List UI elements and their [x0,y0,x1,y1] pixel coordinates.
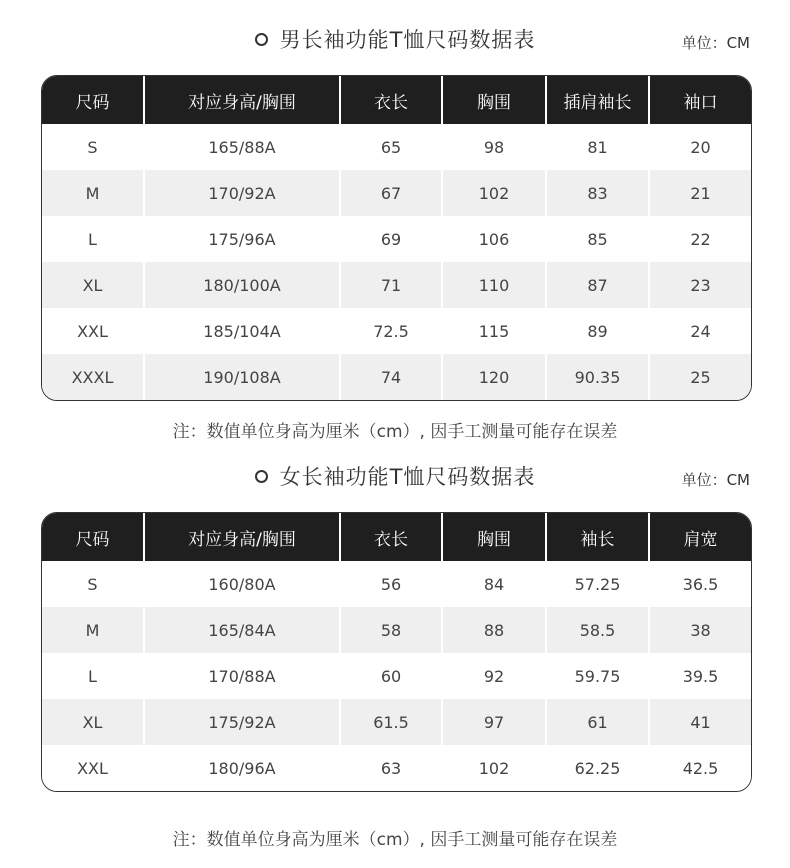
table-cell: 81 [546,124,649,170]
women-title-row [0,437,790,512]
women-table-note: 注：数值单位身高为厘米（cm）, 因手工测量可能存在误差 [172,830,618,850]
table-row [42,653,751,699]
table-header-cell: 胸围 [442,513,546,561]
table-cell: XXL [42,308,144,354]
table-cell: 61.5 [340,699,442,745]
table-cell: 38 [649,607,751,653]
table-cell: 92 [442,653,546,699]
table-cell: 87 [546,262,649,308]
men-table-note: 注：数值单位身高为厘米（cm）, 因手工测量可能存在误差 [172,422,618,442]
table-cell: 98 [442,124,546,170]
table-row [42,124,751,170]
table-cell: 42.5 [649,745,751,791]
men-size-table [41,75,752,401]
table-header-cell: 插肩袖长 [546,76,649,124]
table-cell: L [42,216,144,262]
table-cell: 71 [340,262,442,308]
table-cell: 41 [649,699,751,745]
table-cell: 89 [546,308,649,354]
table-cell: 72.5 [340,308,442,354]
table-cell: M [42,607,144,653]
table-cell: 58.5 [546,607,649,653]
table-cell: 85 [546,216,649,262]
table-cell: 160/80A [144,561,340,607]
table-cell: 57.25 [546,561,649,607]
table-header-cell: 袖口 [649,76,751,124]
table-row [42,308,751,354]
table-cell: XXXL [42,354,144,400]
table-cell: 65 [340,124,442,170]
table-header-cell: 衣长 [340,76,442,124]
table-cell: S [42,124,144,170]
table-cell: 175/92A [144,699,340,745]
table-header-cell: 尺码 [42,76,144,124]
table-cell: 56 [340,561,442,607]
circle-icon [255,470,268,483]
table-cell: 22 [649,216,751,262]
table-cell: XL [42,699,144,745]
table-cell: 69 [340,216,442,262]
table-cell: 25 [649,354,751,400]
table-header-cell: 对应身高/胸围 [144,513,340,561]
men-unit-label: 单位：CM [681,34,750,52]
table-cell: 170/88A [144,653,340,699]
table-cell: 84 [442,561,546,607]
men-table-title-wrap [0,24,790,54]
table-row [42,354,751,400]
table-cell: 63 [340,745,442,791]
table-cell: 24 [649,308,751,354]
men-title-row [0,0,790,75]
women-size-section [0,437,790,850]
table-cell: 23 [649,262,751,308]
table-cell: 83 [546,170,649,216]
table-cell: 39.5 [649,653,751,699]
table-row [42,699,751,745]
table-cell: 102 [442,170,546,216]
table-cell: L [42,653,144,699]
table-cell: 165/88A [144,124,340,170]
table-cell: 61 [546,699,649,745]
table-cell: 62.25 [546,745,649,791]
table-cell: 74 [340,354,442,400]
table-cell: S [42,561,144,607]
table-cell: 59.75 [546,653,649,699]
circle-icon [255,33,268,46]
women-table-title: 女长袖功能T恤尺码数据表 [279,465,536,489]
table-cell: 90.35 [546,354,649,400]
table-cell: 110 [442,262,546,308]
table-cell: 106 [442,216,546,262]
table-cell: 67 [340,170,442,216]
table-header-cell: 尺码 [42,513,144,561]
table-row [42,170,751,216]
table-cell: M [42,170,144,216]
table-cell: 185/104A [144,308,340,354]
table-cell: XXL [42,745,144,791]
table-cell: 36.5 [649,561,751,607]
table-cell: 88 [442,607,546,653]
table-cell: 170/92A [144,170,340,216]
table-cell: 60 [340,653,442,699]
table-cell: 175/96A [144,216,340,262]
men-table-title: 男长袖功能T恤尺码数据表 [279,28,536,52]
women-table-header-row [42,513,751,561]
table-cell: 97 [442,699,546,745]
table-cell: XL [42,262,144,308]
table-header-cell: 肩宽 [649,513,751,561]
table-cell: 190/108A [144,354,340,400]
table-cell: 58 [340,607,442,653]
table-cell: 21 [649,170,751,216]
table-row [42,561,751,607]
men-table-body [42,124,751,400]
women-table-body [42,561,751,791]
women-table-title-wrap [0,461,790,491]
men-table-header-row [42,76,751,124]
table-cell: 165/84A [144,607,340,653]
table-row [42,216,751,262]
table-cell: 102 [442,745,546,791]
table-cell: 180/100A [144,262,340,308]
table-cell: 180/96A [144,745,340,791]
women-unit-label: 单位：CM [681,471,750,489]
table-header-cell: 袖长 [546,513,649,561]
table-row [42,262,751,308]
table-cell: 20 [649,124,751,170]
table-row [42,607,751,653]
women-size-table [41,512,752,792]
table-cell: 115 [442,308,546,354]
table-header-cell: 胸围 [442,76,546,124]
table-row [42,745,751,791]
table-header-cell: 对应身高/胸围 [144,76,340,124]
table-header-cell: 衣长 [340,513,442,561]
table-cell: 120 [442,354,546,400]
